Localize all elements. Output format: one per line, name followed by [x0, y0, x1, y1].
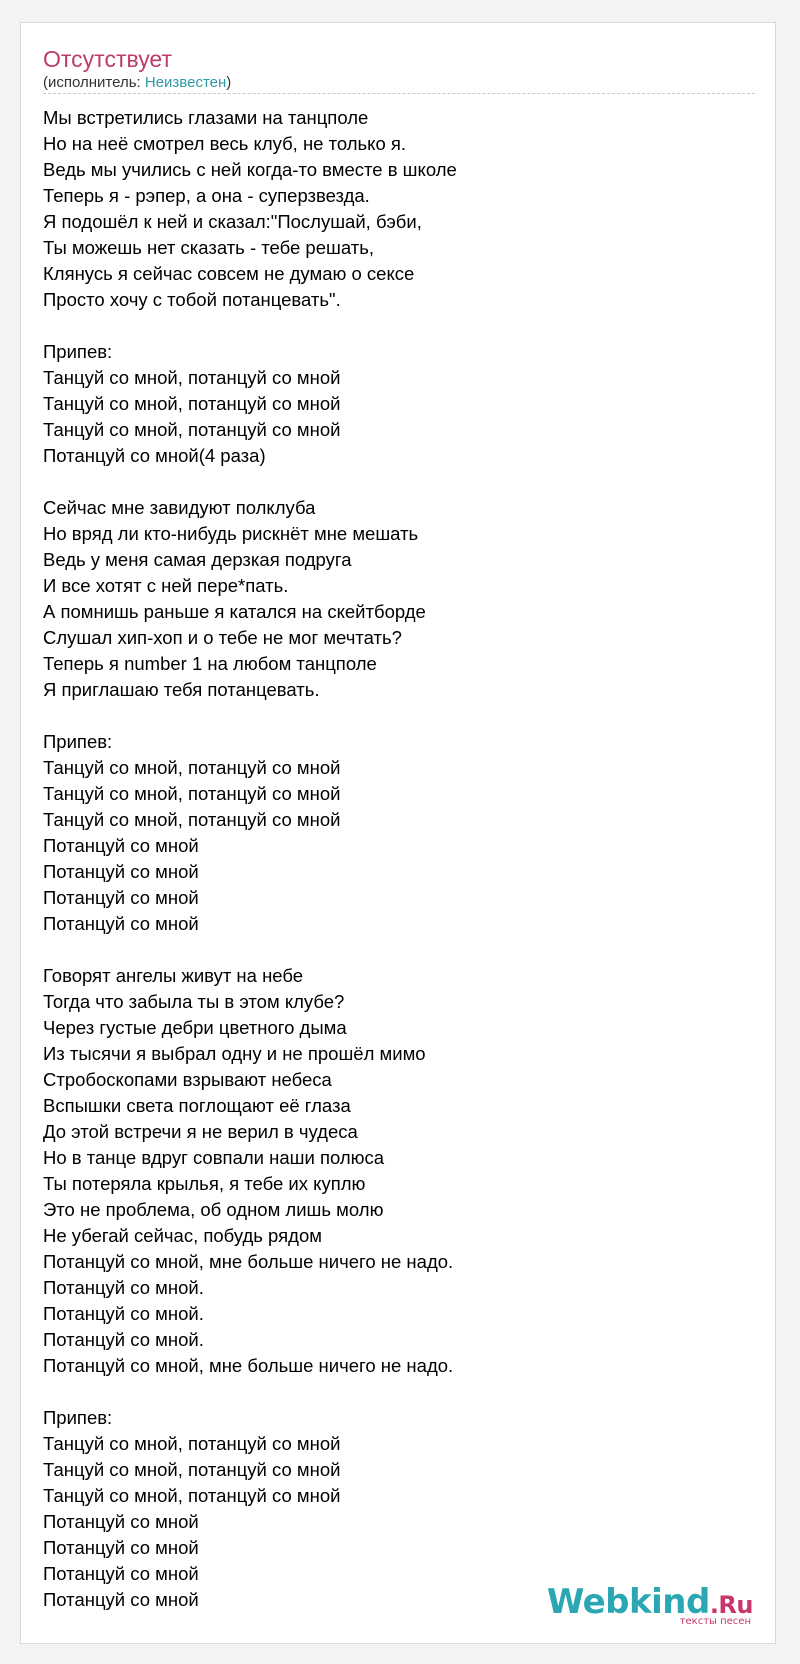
lyric-line: Потанцуй со мной. — [43, 1277, 204, 1298]
lyric-line: И все хотят с ней пере*пать. — [43, 575, 289, 596]
lyric-line: Я приглашаю тебя потанцевать. — [43, 679, 320, 700]
lyric-line: Танцуй со мной, потанцуй со мной — [43, 419, 341, 440]
lyric-line: Мы встретились глазами на танцполе — [43, 107, 369, 128]
lyric-line: Теперь я number 1 на любом танцполе — [43, 653, 377, 674]
lyric-line: Танцуй со мной, потанцуй со мной — [43, 367, 341, 388]
lyric-line: Танцуй со мной, потанцуй со мной — [43, 1485, 341, 1506]
lyric-line: Танцуй со мной, потанцуй со мной — [43, 783, 341, 804]
logo-tagline: тексты песен — [679, 1616, 751, 1627]
stanza-break — [43, 703, 743, 729]
lyric-line: Потанцуй со мной — [43, 1589, 199, 1610]
lyric-line: Просто хочу с тобой потанцевать". — [43, 289, 341, 310]
artist-prefix: (исполнитель: — [43, 74, 145, 91]
lyric-line: Потанцуй со мной — [43, 887, 199, 908]
lyric-line: Сейчас мне завидуют полклуба — [43, 497, 316, 518]
lyric-line: Теперь я - рэпер, а она - суперзвезда. — [43, 185, 370, 206]
lyric-line: Из тысячи я выбрал одну и не прошёл мимо — [43, 1043, 426, 1064]
lyric-line: Потанцуй со мной — [43, 1563, 199, 1584]
lyric-line: А помнишь раньше я катался на скейтборде — [43, 601, 426, 622]
lyric-line: Вспышки света поглощают её глаза — [43, 1095, 351, 1116]
lyric-line: Танцуй со мной, потанцуй со мной — [43, 393, 341, 414]
lyric-line: Потанцуй со мной — [43, 861, 199, 882]
lyric-line: Припев: — [43, 341, 113, 362]
stanza-break — [43, 469, 743, 495]
lyric-line: Ты можешь нет сказать - тебе решать, — [43, 237, 374, 258]
lyric-line: Припев: — [43, 1407, 113, 1428]
lyric-line: Ведь мы учились с ней когда-то вместе в школе — [43, 159, 457, 180]
lyric-line: Танцуй со мной, потанцуй со мной — [43, 1459, 341, 1480]
lyric-line: Танцуй со мной, потанцуй со мной — [43, 809, 341, 830]
logo-main-text: Webkind — [546, 1582, 710, 1622]
lyric-line: Но в танце вдруг совпали наши полюса — [43, 1147, 385, 1168]
lyric-line: Я подошёл к ней и сказал:"Послушай, бэби, — [43, 211, 422, 232]
lyric-line: Не убегай сейчас, побудь рядом — [43, 1225, 322, 1246]
song-title: Отсутствует — [43, 46, 172, 72]
lyric-line: Потанцуй со мной. — [43, 1303, 204, 1324]
lyric-line: Тогда что забыла ты в этом клубе? — [43, 991, 345, 1012]
stanza-break — [43, 1379, 743, 1405]
lyric-line: Стробоскопами взрывают небеса — [43, 1069, 332, 1090]
site-logo[interactable] — [547, 1584, 753, 1627]
lyric-line: Это не проблема, об одном лишь молю — [43, 1199, 384, 1220]
lyric-line: Клянусь я сейчас совсем не думаю о сексе — [43, 263, 415, 284]
header-divider — [43, 93, 755, 94]
lyric-line: Слушал хип-хоп и о тебе не мог мечтать? — [43, 627, 402, 648]
logo-suffix: .Ru — [709, 1591, 753, 1619]
lyrics-card — [20, 22, 776, 1644]
lyric-line: Но на неё смотрел весь клуб, не только я. — [43, 133, 407, 154]
artist-suffix: ) — [226, 74, 232, 91]
lyric-line: Говорят ангелы живут на небе — [43, 965, 304, 986]
lyric-line: Но вряд ли кто-нибудь рискнёт мне мешать — [43, 523, 419, 544]
lyric-line: Потанцуй со мной — [43, 1537, 199, 1558]
lyric-line: До этой встречи я не верил в чудеса — [43, 1121, 358, 1142]
lyric-line: Потанцуй со мной(4 раза) — [43, 445, 266, 466]
lyric-line: Потанцуй со мной — [43, 835, 199, 856]
lyric-line: Через густые дебри цветного дыма — [43, 1017, 347, 1038]
lyrics-text — [43, 105, 743, 1613]
lyric-line: Танцуй со мной, потанцуй со мной — [43, 757, 341, 778]
lyric-line: Ведь у меня самая дерзкая подруга — [43, 549, 352, 570]
lyric-line: Потанцуй со мной. — [43, 1329, 204, 1350]
lyric-line: Танцуй со мной, потанцуй со мной — [43, 1433, 341, 1454]
artist-line — [43, 74, 231, 92]
lyric-line: Потанцуй со мной — [43, 913, 199, 934]
lyric-line: Ты потеряла крылья, я тебе их куплю — [43, 1173, 366, 1194]
lyric-line: Потанцуй со мной, мне больше ничего не надо. — [43, 1355, 454, 1376]
artist-link[interactable]: Неизвестен — [144, 74, 227, 91]
lyric-line: Припев: — [43, 731, 113, 752]
lyric-line: Потанцуй со мной — [43, 1511, 199, 1532]
stanza-break — [43, 937, 743, 963]
stanza-break — [43, 313, 743, 339]
lyric-line: Потанцуй со мной, мне больше ничего не надо. — [43, 1251, 454, 1272]
